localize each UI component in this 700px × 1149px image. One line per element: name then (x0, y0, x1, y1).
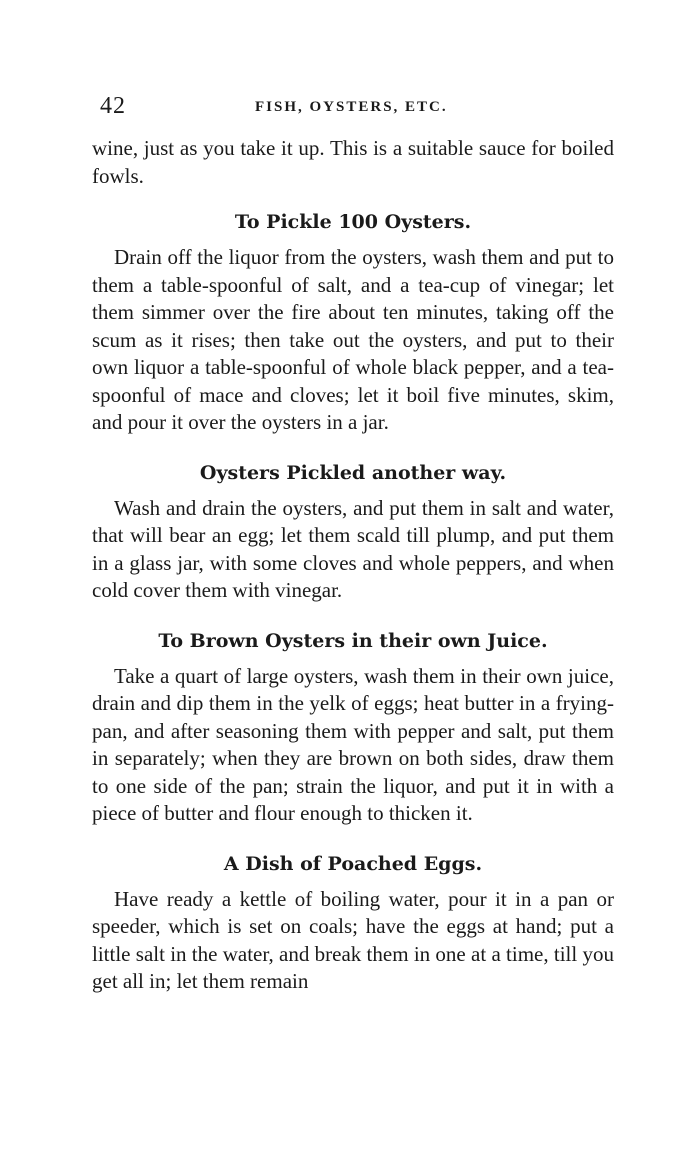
recipe-body: Take a quart of large oysters, wash them in their own juice, drain and dip them in the yelk of eggs; heat butter in a frying-pan, and after seasoning them with pepper and salt, put them in separately; when they are brown on both sides, draw them to one side of the pan; strain the liquor, and put it in with a piece of butter and flour enough to thicken it. (92, 663, 614, 825)
running-header (100, 93, 610, 123)
recipe-poached-eggs (92, 850, 614, 996)
recipe-body: Wash and drain the oysters, and put them in salt and water, that will bear an egg; let them scald till plump, and put them in a glass jar, with some cloves and whole peppers, and when cold cover them with vinegar. (92, 495, 614, 602)
recipe-body: Have ready a kettle of boiling water, pour it in a pan or speeder, which is set on coals; have the eggs at hand; put a little salt in the water, and break them in one at a time, till you get all in; let them remain (92, 886, 614, 993)
page-number: 42 (100, 93, 126, 119)
running-title: FISH, OYSTERS, ETC. (255, 99, 448, 115)
recipe-body: Drain off the liquor from the oysters, wash them and put to them a table-spoonful of salt, and a tea-cup of vinegar; let them simmer over the fire about ten minutes, taking off the scum as it rises; then take out the oysters, and put to their own liquor a table-spoonful of whole black pepper, and a tea-spoonful of mace and cloves; let it boil five minutes, skim, and pour it over the oysters in a jar. (92, 245, 614, 434)
continued-paragraph: wine, just as you take it up. This is a suitable sauce for boiled fowls. (92, 136, 614, 188)
page-body (92, 135, 614, 1018)
recipe-oysters-pickled-another-way (92, 459, 614, 605)
recipe-title: To Pickle 100 Oysters. (234, 211, 472, 233)
recipe-title: A Dish of Poached Eggs. (223, 852, 483, 875)
recipe-title: To Brown Oysters in their own Juice. (158, 629, 548, 652)
recipe-brown-oysters (92, 627, 614, 828)
recipe-pickle-oysters (92, 208, 614, 437)
recipe-title: Oysters Pickled another way. (199, 461, 507, 484)
